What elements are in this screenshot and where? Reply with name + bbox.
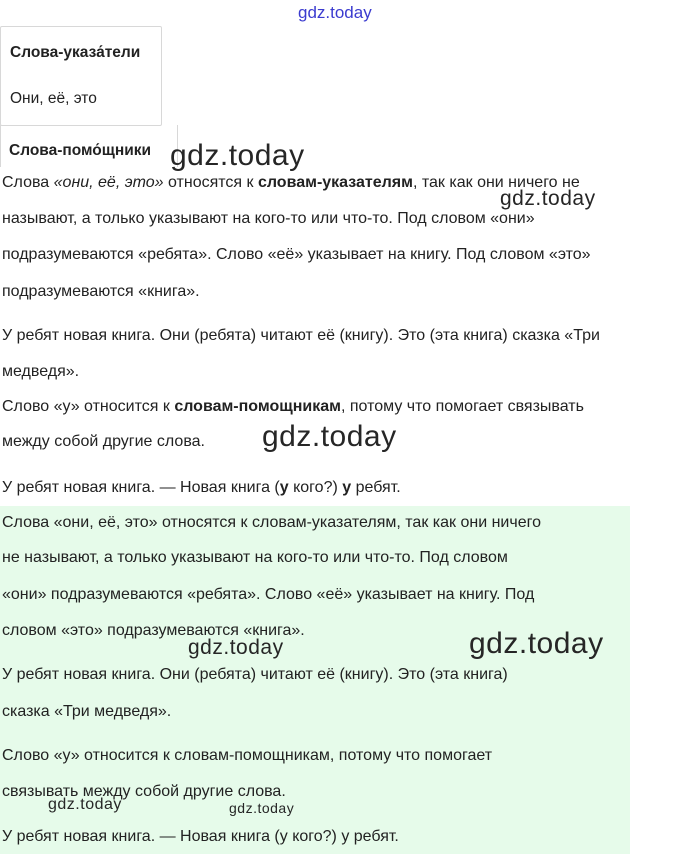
watermark: gdz.today [469, 627, 604, 660]
text-run: Слово «у» относится к [2, 398, 175, 415]
example-line: У ребят новая книга. Они (ребята) читают её (книгу). Это (эта книга) сказка «Три [2, 327, 600, 344]
explanation-line: подразумеваются «книга». [2, 283, 200, 300]
term-title: Слова-указа́тели [10, 44, 141, 61]
answer-line: Слово «у» относится к словам-помощникам, потому что помогает [2, 747, 493, 764]
answer-line: У ребят новая книга. Они (ребята) читают её (книгу). Это (эта книга) [2, 666, 508, 683]
example-line [2, 478, 401, 498]
watermark: gdz.today [48, 796, 122, 813]
top-watermark: gdz.today [298, 3, 372, 22]
text-run: относятся к [163, 174, 258, 191]
text-run: , так как они ничего не [412, 174, 580, 191]
answer-line: не называют, а только указывают на кого-то или что-то. Под словом [2, 549, 508, 566]
text-run: кого?) [288, 479, 343, 496]
answer-line: сказка «Три медведя». [2, 703, 172, 720]
watermark: gdz.today [170, 139, 305, 172]
text-run-bold: словам-указателям [257, 174, 413, 191]
term-card-pointers [0, 26, 162, 126]
explanation-line: называют, а только указывают на кого-то или что-то. Под словом «они» [2, 210, 535, 227]
watermark: gdz.today [500, 187, 596, 210]
text-run: У ребят новая книга. — Новая книга ( [2, 479, 280, 496]
explanation-line [2, 397, 584, 417]
answer-line: Слова «они, её, это» относятся к словам-указателям, так как они ничего [2, 514, 541, 531]
answer-line: У ребят новая книга. — Новая книга (у кого?) у ребят. [2, 828, 399, 845]
example-line: медведя». [2, 363, 80, 380]
text-run-bold: у [279, 479, 289, 496]
text-run: , потому что помогает связывать [341, 398, 584, 415]
explanation-line: между собой другие слова. [2, 433, 205, 450]
answer-line: связывать между собой другие слова. [2, 783, 286, 800]
text-run-bold: словам-помощникам [174, 398, 341, 415]
explanation-line [2, 173, 580, 193]
text-run-bold: у [342, 479, 352, 496]
watermark: gdz.today [229, 800, 295, 816]
watermark: gdz.today [262, 420, 397, 453]
text-run: Слова [2, 174, 54, 191]
text-run-italic: «они, её, это» [53, 174, 164, 191]
term-example: Они, её, это [10, 90, 97, 107]
explanation-line: подразумеваются «ребята». Слово «её» указывает на книгу. Под словом «это» [2, 246, 591, 263]
watermark: gdz.today [188, 636, 284, 659]
term-title: Слова-помо́щники [9, 142, 152, 159]
answer-line: «они» подразумеваются «ребята». Слово «её» указывает на книгу. Под [2, 586, 535, 603]
text-run: ребят. [351, 479, 401, 496]
answer-line: словом «это» подразумеваются «книга». [2, 622, 305, 639]
